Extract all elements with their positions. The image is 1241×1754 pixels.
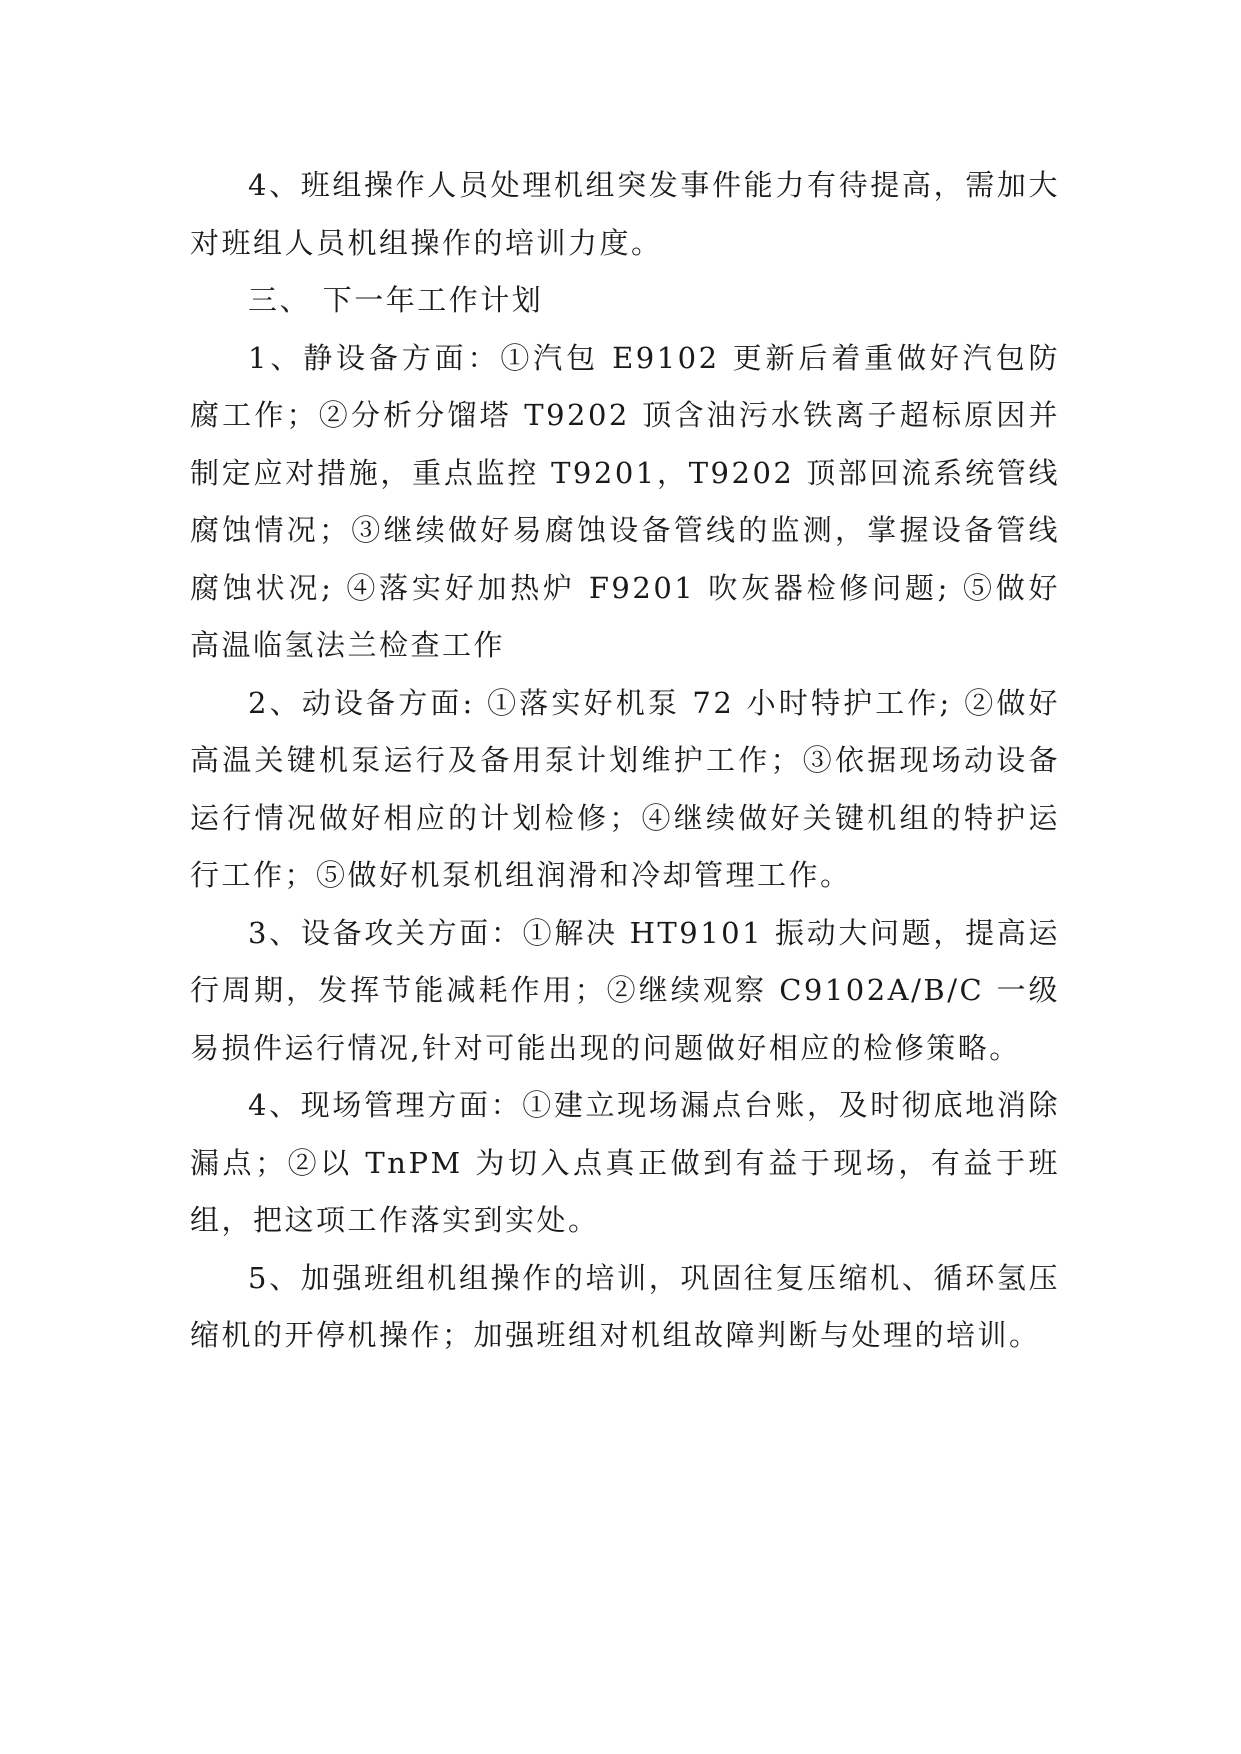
paragraph-site-management: 4、现场管理方面：①建立现场漏点台账，及时彻底地消除漏点；②以 TnPM 为切入点真正做到有益于现场，有益于班组，把这项工作落实到实处。 xyxy=(190,1088,1060,1237)
paragraph-team-training-issue: 4、班组操作人员处理机组突发事件能力有待提高，需加大对班组人员机组操作的培训力度。 xyxy=(190,168,1060,260)
document-body xyxy=(190,157,1060,1365)
paragraph-rotating-equipment: 2、动设备方面: ①落实好机泵 72 小时特护工作; ②做好高温关键机泵运行及备用泵计划维护工作；③依据现场动设备运行情况做好相应的计划检修；④继续做好关键机组的特护运行工作；⑤做好机泵机组润滑和冷却管理工作。 xyxy=(190,685,1060,892)
paragraph-training-plan: 5、加强班组机组操作的培训，巩固往复压缩机、循环氢压缩机的开停机操作；加强班组对机组故障判断与处理的培训。 xyxy=(190,1260,1060,1352)
section-heading-next-year-plan: 三、 下一年工作计划 xyxy=(248,283,544,317)
paragraph-static-equipment: 1、静设备方面：①汽包 E9102 更新后着重做好汽包防腐工作；②分析分馏塔 T9202 顶含油污水铁离子超标原因并制定应对措施，重点监控 T9201，T9202 顶部回流系统管线腐蚀情况；③继续做好易腐蚀设备管线的监测，掌握设备管线腐蚀状况; ④落实好加热炉 F9201 吹灰器检修问题; ⑤做好高温临氢法兰检查工作 xyxy=(190,340,1060,662)
paragraph-equipment-tackling: 3、设备攻关方面：①解决 HT9101 振动大问题，提高运行周期，发挥节能减耗作用；②继续观察 C9102A/B/C 一级易损件运行情况,针对可能出现的问题做好相应的检修策略。 xyxy=(190,915,1060,1065)
